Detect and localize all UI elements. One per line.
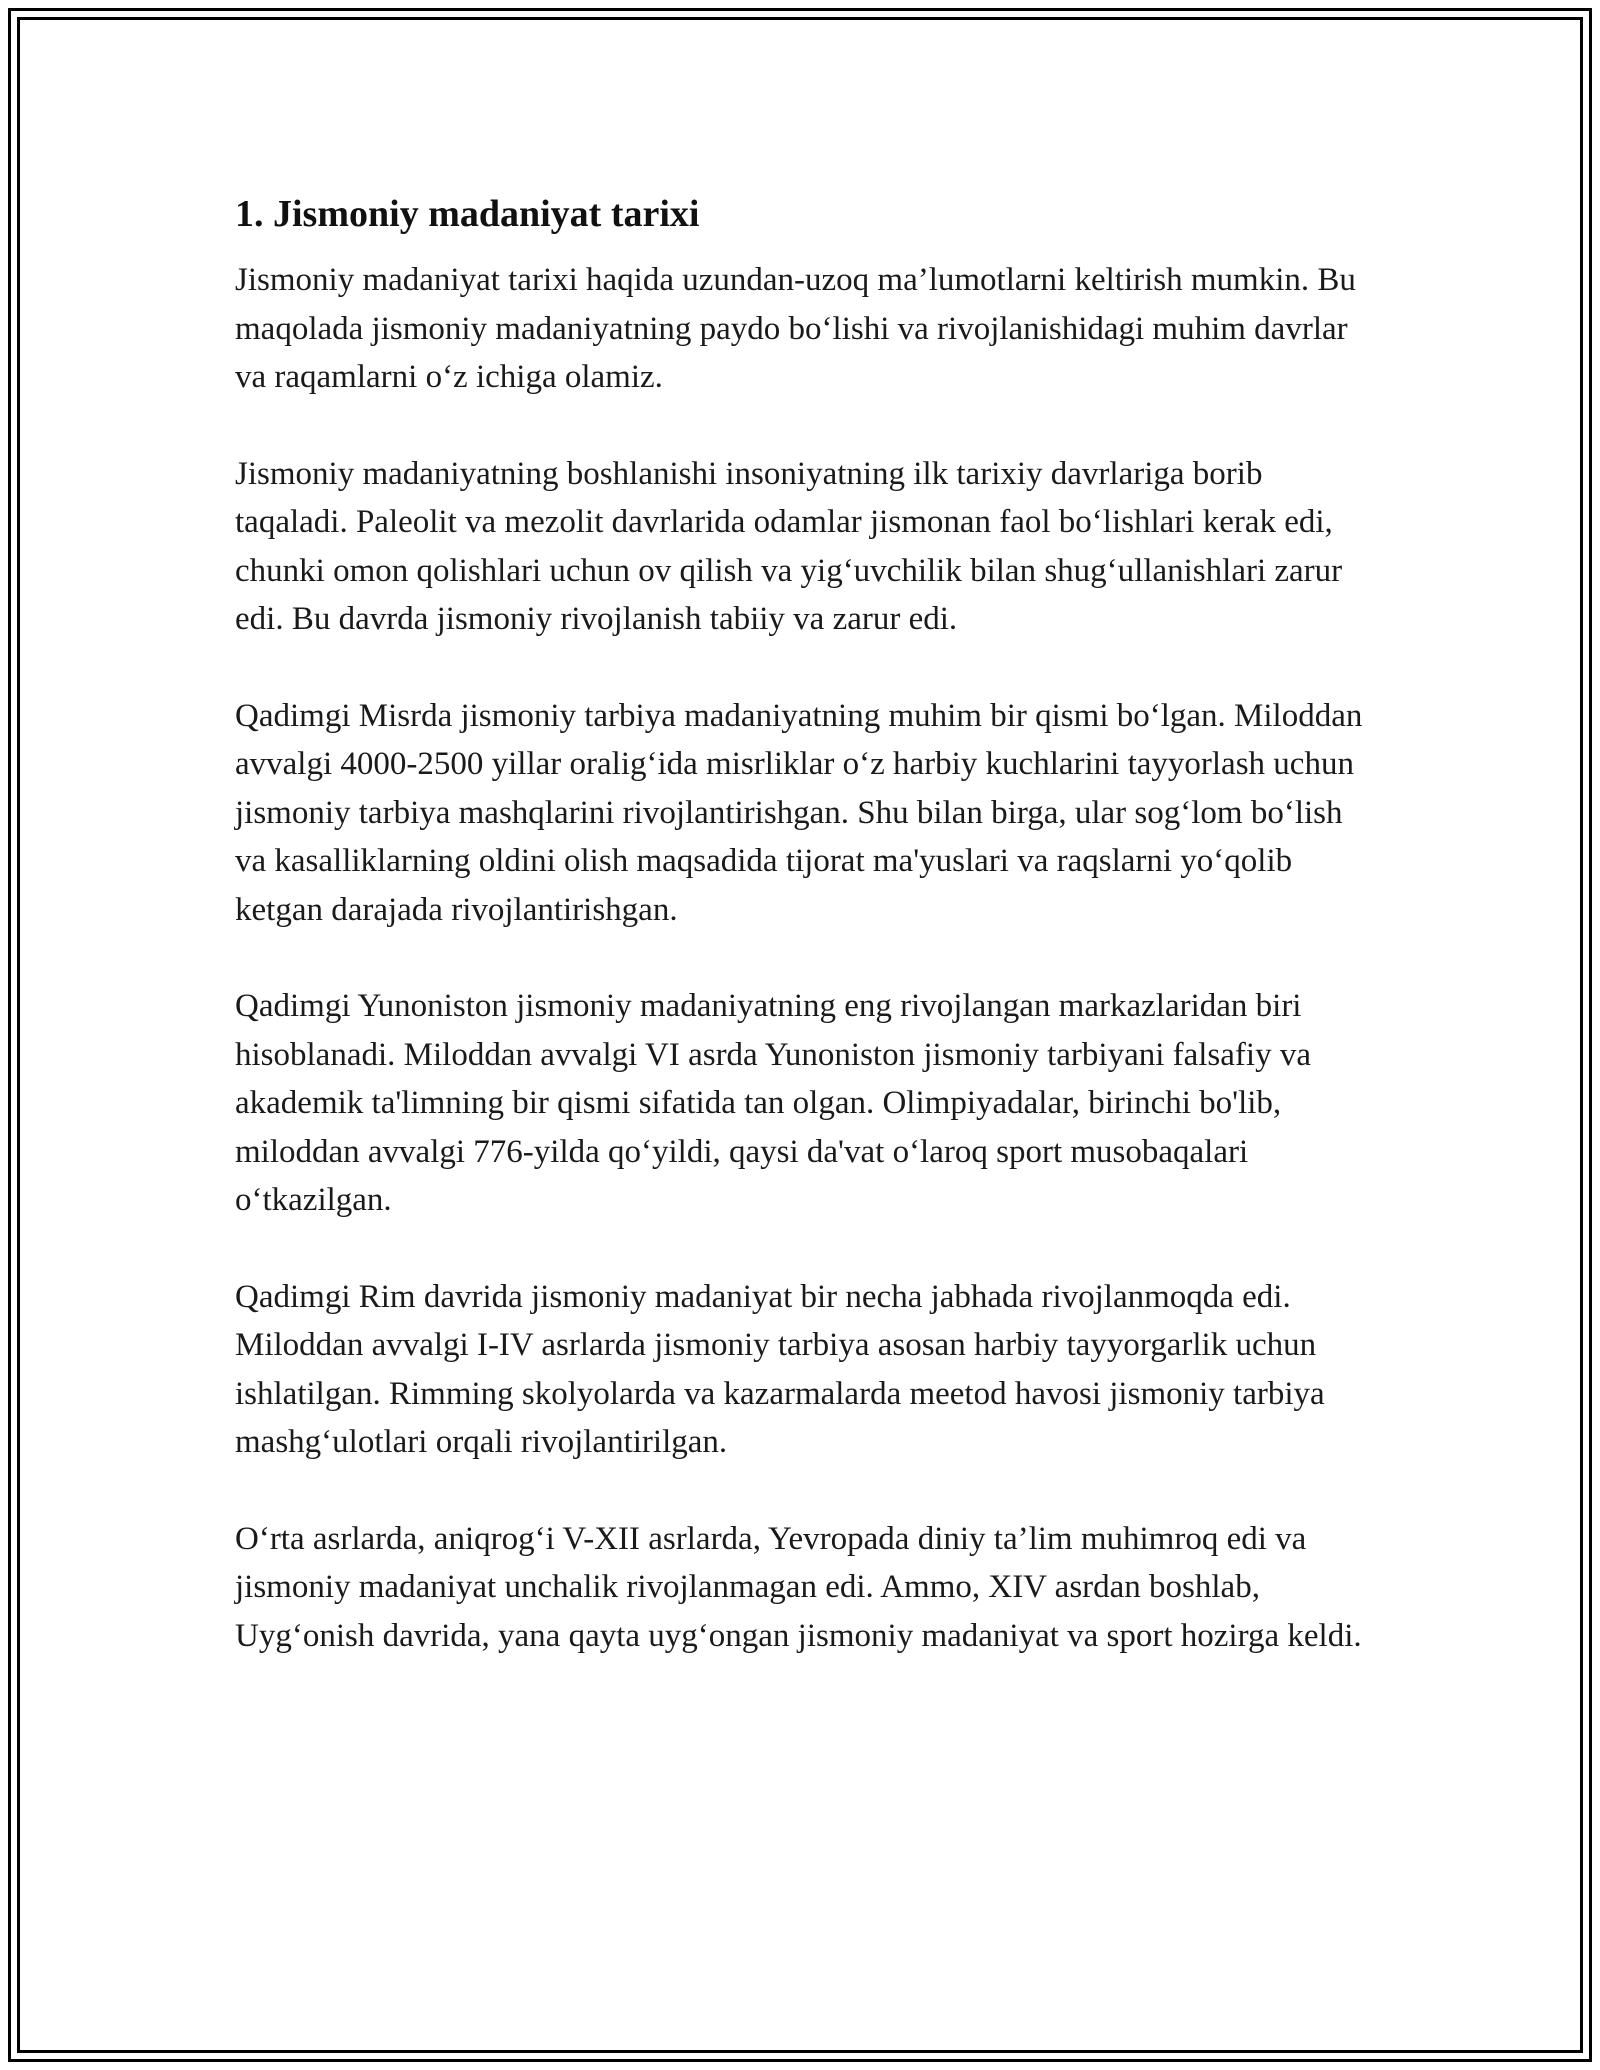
paragraph-middle-ages: O‘rta asrlarda, aniqrog‘i V-XII asrlarda, Yevropada diniy ta’lim muhimroq edi va jismoniy madaniyat unchalik rivojlanmagan edi. Ammo, XIV asrdan boshlab, Uyg‘onish davrida, yana qayta uyg‘ongan jismoniy madaniyat va sport hozirga keldi.: [235, 1520, 1362, 1654]
document-body: [235, 186, 1380, 1708]
paragraph-egypt: Qadimgi Misrda jismoniy tarbiya madaniyatning muhim bir qismi bo‘lgan. Miloddan avvalgi 4000-2500 yillar oralig‘ida misrliklar o‘z harbiy kuchlarini tayyorlash uchun jismoniy tarbiya mashqlarini rivojlantirishgan. Shu bilan birga, ular sog‘lom bo‘lish va kasalliklarning oldini olish maqsadida tijorat ma'yuslari va raqslarni yo‘qolib ketgan darajada rivojlantirishgan.: [235, 697, 1363, 928]
paragraph-prehistoric: Jismoniy madaniyatning boshlanishi insoniyatning ilk tarixiy davrlariga borib taqaladi. Paleolit va mezolit davrlarida odamlar jismonan faol bo‘lishlari kerak edi, chunki omon qolishlari uchun ov qilish va yig‘uvchilik bilan shug‘ullanishlari zarur edi. Bu davrda jismoniy rivojlanish tabiiy va zarur edi.: [235, 455, 1343, 637]
paragraph-intro: Jismoniy madaniyat tarixi haqida uzundan-uzoq ma’lumotlarni keltirish mumkin. Bu maqolada jismoniy madaniyatning paydo bo‘lishi va rivojlanishidagi muhim davrlar va raqamlarni o‘z ichiga olamiz.: [235, 262, 1356, 395]
paragraph-rome: Qadimgi Rim davrida jismoniy madaniyat bir necha jabhada rivojlanmoqda edi. Miloddan avvalgi I-IV asrlarda jismoniy tarbiya asosan harbiy tayyorgarlik uchun ishlatilgan. Rimming skolyolarda va kazarmalarda meetod havosi jismoniy tarbiya mashg‘ulotlari orqali rivojlantirilgan.: [235, 1278, 1325, 1460]
section-title: 1. Jismoniy madaniyat tarixi: [235, 193, 700, 235]
paragraph-greece: Qadimgi Yunoniston jismoniy madaniyatning eng rivojlangan markazlaridan biri hisoblanadi. Miloddan avvalgi VI asrda Yunoniston jismoniy tarbiyani falsafiy va akademik ta'limning bir qismi sifatida tan olgan. Olimpiyadalar, birinchi bo'lib, miloddan avvalgi 776-yilda qo‘yildi, qaysi da'vat o‘laroq sport musobaqalari o‘tkazilgan.: [235, 988, 1311, 1218]
